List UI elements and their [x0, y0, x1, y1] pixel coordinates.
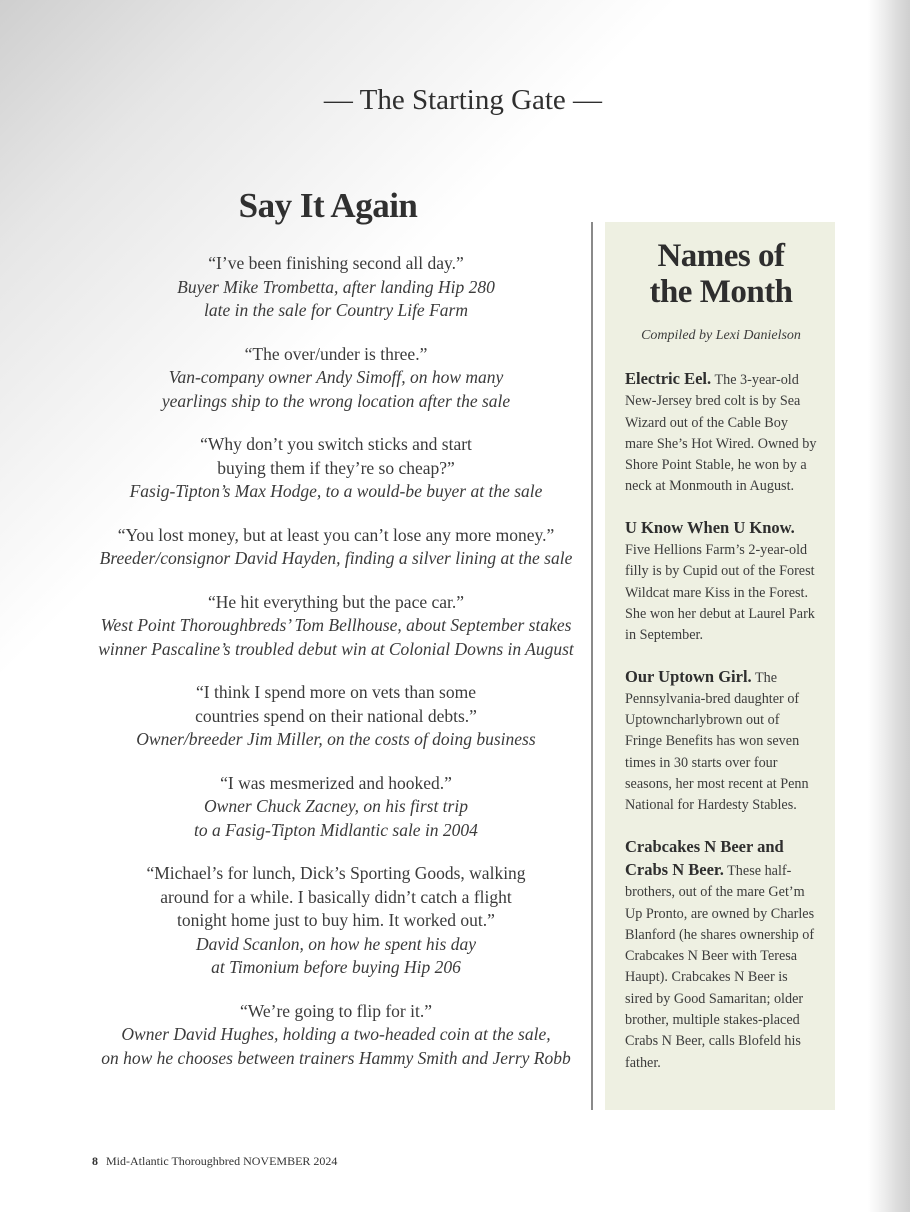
entry-name: Electric Eel. [625, 369, 712, 388]
quote-item [96, 772, 576, 843]
quote-item [96, 681, 576, 752]
quote-item [96, 252, 576, 323]
name-entry [625, 517, 817, 647]
quote-attribution: Van-company owner Andy Simoff, on how many yearlings ship to the wrong location after the sale [161, 367, 511, 411]
quote-text: “I’ve been finishing second all day.” [208, 253, 464, 273]
quote-item [96, 524, 576, 571]
quote-item [96, 343, 576, 414]
entry-body: Five Hellions Farm’s 2-year-old filly is by Cupid out of the Forest Wildcat mare Kiss in the Forest. She won her debut at Laurel Park in September. [625, 542, 815, 644]
quote-text: “You lost money, but at least you can’t lose any more money.” [117, 524, 555, 545]
quote-item [96, 591, 576, 662]
entry-name: U Know When U Know. [625, 517, 795, 537]
names-of-month-title: Names of the Month [649, 238, 793, 310]
entry-body: The 3-year-old New-Jersey bred colt is by Sea Wizard out of the Cable Boy mare She’s Hot Wired. Owned by Shore Point Stable, he won by a neck at Monmouth in August. [625, 372, 817, 495]
say-it-again-column [96, 186, 576, 1090]
column-divider [591, 222, 593, 1110]
quote-attribution: West Point Thoroughbreds’ Tom Bellhouse, about September stakes winner Pascaline’s troubled debut win at Colonial Downs in August [98, 615, 574, 659]
entry-body: These half-brothers, out of the mare Get’m Up Pronto, are owned by Charles Blanford (he shares ownership of Crabcakes N Beer with Teresa Haupt). Crabcakes N Beer is sired by Good Samaritan; older brother, multiple stakes-placed Crabs N Beer, calls Blofeld his father. [625, 862, 815, 1071]
name-entry [625, 836, 817, 1074]
quote-attribution: Owner/breeder Jim Miller, on the costs of doing business [136, 729, 536, 749]
quote-item [96, 1000, 576, 1071]
quote-attribution: David Scanlon, on how he spent his day at Timonium before buying Hip 206 [196, 933, 476, 977]
quote-attribution: Fasig-Tipton’s Max Hodge, to a would-be buyer at the sale [129, 481, 543, 501]
quote-attribution: Breeder/consignor David Hayden, finding a silver lining at the sale [99, 548, 573, 568]
quote-text: “We’re going to flip for it.” [240, 1000, 432, 1021]
page-number: 8 [92, 1154, 98, 1168]
name-entry [625, 368, 817, 498]
entry-name: Crabcakes N Beer and Crabs N Beer. [625, 836, 784, 879]
page-binding-edge [868, 0, 910, 1212]
names-of-month-sidebar [605, 222, 835, 1110]
quote-attribution: Buyer Mike Trombetta, after landing Hip 280 late in the sale for Country Life Farm [177, 276, 495, 320]
section-title: — The Starting Gate — [323, 84, 603, 116]
page-footer [92, 1154, 337, 1169]
quote-text: “He hit everything but the pace car.” [207, 591, 465, 612]
say-it-again-title: Say It Again [238, 186, 418, 225]
quote-attribution: Owner Chuck Zacney, on his first trip to a Fasig-Tipton Midlantic sale in 2004 [194, 796, 478, 840]
quote-text: “I was mesmerized and hooked.” [220, 772, 452, 793]
quote-text: “Why don’t you switch sticks and start buying them if they’re so cheap?” [200, 434, 472, 478]
quote-text: “The over/under is three.” [244, 343, 428, 364]
sidebar-byline: Compiled by Lexi Danielson [641, 328, 801, 343]
quote-item [96, 862, 576, 980]
name-entry [625, 666, 817, 817]
entry-name: Our Uptown Girl. [625, 666, 752, 686]
quote-item [96, 433, 576, 504]
publication-line: Mid-Atlantic Thoroughbred NOVEMBER 2024 [106, 1154, 338, 1168]
quote-text: “Michael’s for lunch, Dick’s Sporting Goods, walking around for a while. I basically didn’t catch a flight tonight home just to buy him. It worked out.” [146, 863, 526, 930]
quote-attribution: Owner David Hughes, holding a two-headed coin at the sale, on how he chooses between trainers Hammy Smith and Jerry Robb [101, 1024, 571, 1068]
quote-text: “I think I spend more on vets than some countries spend on their national debts.” [195, 682, 477, 726]
entry-body: The Pennsylvania-bred daughter of Uptowncharlybrown out of Fringe Benefits has won seven times in 30 starts over four seasons, her most recent at Penn National for Hardesty Stables. [625, 669, 809, 814]
